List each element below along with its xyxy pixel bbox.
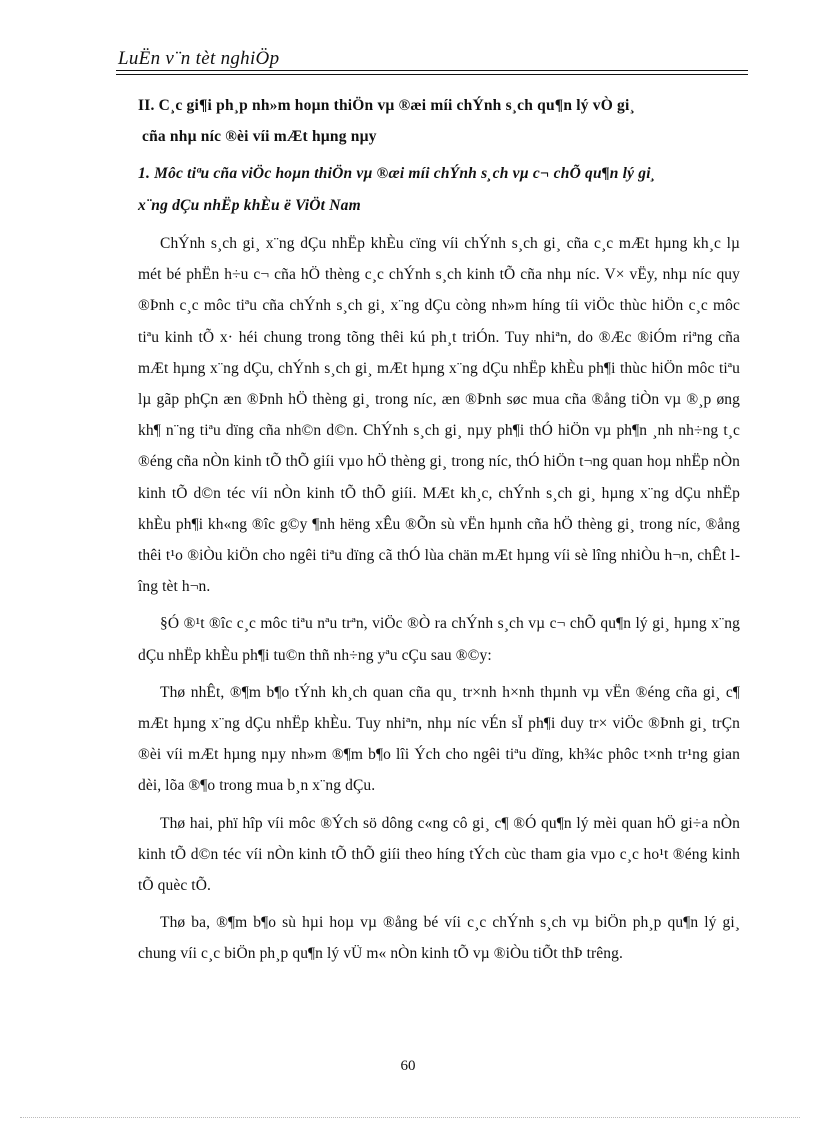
page-number: 60 <box>400 1058 416 1074</box>
header-rule-thin <box>116 74 748 75</box>
section-heading <box>138 90 740 152</box>
section-heading-line2: cña nhµ níc ®èi víi mÆt hµng nµy <box>142 128 377 145</box>
body-paragraph: §Ó ®¹t ®îc c¸c môc tiªu nªu trªn, viÖc ®Ò ra chÝnh s¸ch vµ c¬ chÕ qu¶n lý gi¸ hµng x¨ng dÇu nhËp khÈu ph¶i tu©n thñ nh÷ng yªu cÇu sau ®©y: <box>138 615 740 664</box>
section-heading-line1: II. C¸c gi¶i ph¸p nh»m hoµn thiÖn vµ ®æi míi chÝnh s¸ch qu¶n lý vÒ gi¸ <box>138 97 635 114</box>
page-body <box>138 90 740 970</box>
body-paragraph: ChÝnh s¸ch gi¸ x¨ng dÇu nhËp khÈu cïng víi chÝnh s¸ch gi¸ cña c¸c mÆt hµng kh¸c lµ mét bé phËn h÷u c¬ cña hÖ thèng c¸c chÝnh s¸ch kinh tÕ cña nhµ níc. V× vËy, nhµ níc quy ®Þnh c¸c môc tiªu cña chÝnh s¸ch gi¸ x¨ng dÇu còng nh»m híng tíi viÖc thùc hiÖn c¸c môc tiªu kinh tÕ x· héi chung trong tõng thêi kú ph¸t triÓn. Tuy nhiªn, do ®Æc ®iÓm riªng cña mÆt hµng x¨ng dÇu, chÝnh s¸ch gi¸ mÆt hµng x¨ng dÇu nhËp khÈu ph¶i thùc hiÖn môc tiªu lµ gãp phÇn æn ®Þnh hÖ thèng gi¸ trong níc, æn ®Þnh søc mua cña ®ång tiÒn vµ ®¸p øng kh¶ n¨ng tiªu dïng cña nh©n d©n. ChÝnh s¸ch gi¸ nµy ph¶i thÓ hiÖn vµ ph¶n ¸nh nh÷ng t¸c ®éng cña nÒn kinh tÕ thÕ giíi vµo hÖ thèng gi¸ trong níc, thÓ hiÖn t¬ng quan hoµ nhËp nÒn kinh tÕ d©n téc víi nÒn kinh tÕ thÕ giíi. MÆt kh¸c, chÝnh s¸ch gi¸ hµng x¨ng dÇu nhËp khÈu ph¶i kh«ng ®îc g©y ¶nh hëng xÊu ®Õn sù vËn hµnh cña hÖ thèng gi¸ trong níc, ®ång thêi t¹o ®iÒu kiÖn cho ngêi tiªu dïng cã thÓ lùa chän mÆt hµng víi sè lîng nhiÒu h¬n, chÊt lîng tèt h¬n. <box>138 235 740 596</box>
page-bottom-divider <box>20 1117 800 1118</box>
header-rule-thick <box>116 70 748 71</box>
subsection-heading <box>138 158 740 222</box>
body-paragraph: Thø ba, ®¶m b¶o sù hµi hoµ vµ ®ång bé víi c¸c chÝnh s¸ch vµ biÖn ph¸p qu¶n lý gi¸ chung víi c¸c biÖn ph¸p qu¶n lý vÜ m« nÒn kinh tÕ vµ ®iÒu tiÕt thÞ trêng. <box>138 914 740 963</box>
subsection-heading-line1: 1. Môc tiªu cña viÖc hoµn thiÖn vµ ®æi míi chÝnh s¸ch vµ c¬ chÕ qu¶n lý gi¸ <box>138 165 657 182</box>
running-header: LuËn v¨n tèt nghiÖp <box>118 48 280 69</box>
body-paragraph: Thø hai, phï hîp víi môc ®Ých sö dông c«ng cô gi¸ c¶ ®Ó qu¶n lý mèi quan hÖ gi÷a nÒn kinh tÕ d©n téc víi nÒn kinh tÕ thÕ giíi theo híng tÝch cùc tham gia vµo c¸c ho¹t ®éng kinh tÕ quèc tÕ. <box>138 814 740 895</box>
subsection-heading-line2: x¨ng dÇu nhËp khÈu ë ViÖt Nam <box>138 197 361 214</box>
body-paragraph: Thø nhÊt, ®¶m b¶o tÝnh kh¸ch quan cña qu¸ tr×nh h×nh thµnh vµ vËn ®éng cña gi¸ c¶ mÆt hµng x¨ng dÇu nhËp khÈu. Tuy nhiªn, nhµ níc vÉn sÏ ph¶i duy tr× viÖc ®Þnh gi¸ trÇn ®èi víi mÆt hµng nµy nh»m ®¶m b¶o lîi Ých cho ngêi tiªu dïng, kh¾c phôc t×nh tr¹ng gian dèi, lõa ®¶o trong mua b¸n x¨ng dÇu. <box>138 683 740 795</box>
